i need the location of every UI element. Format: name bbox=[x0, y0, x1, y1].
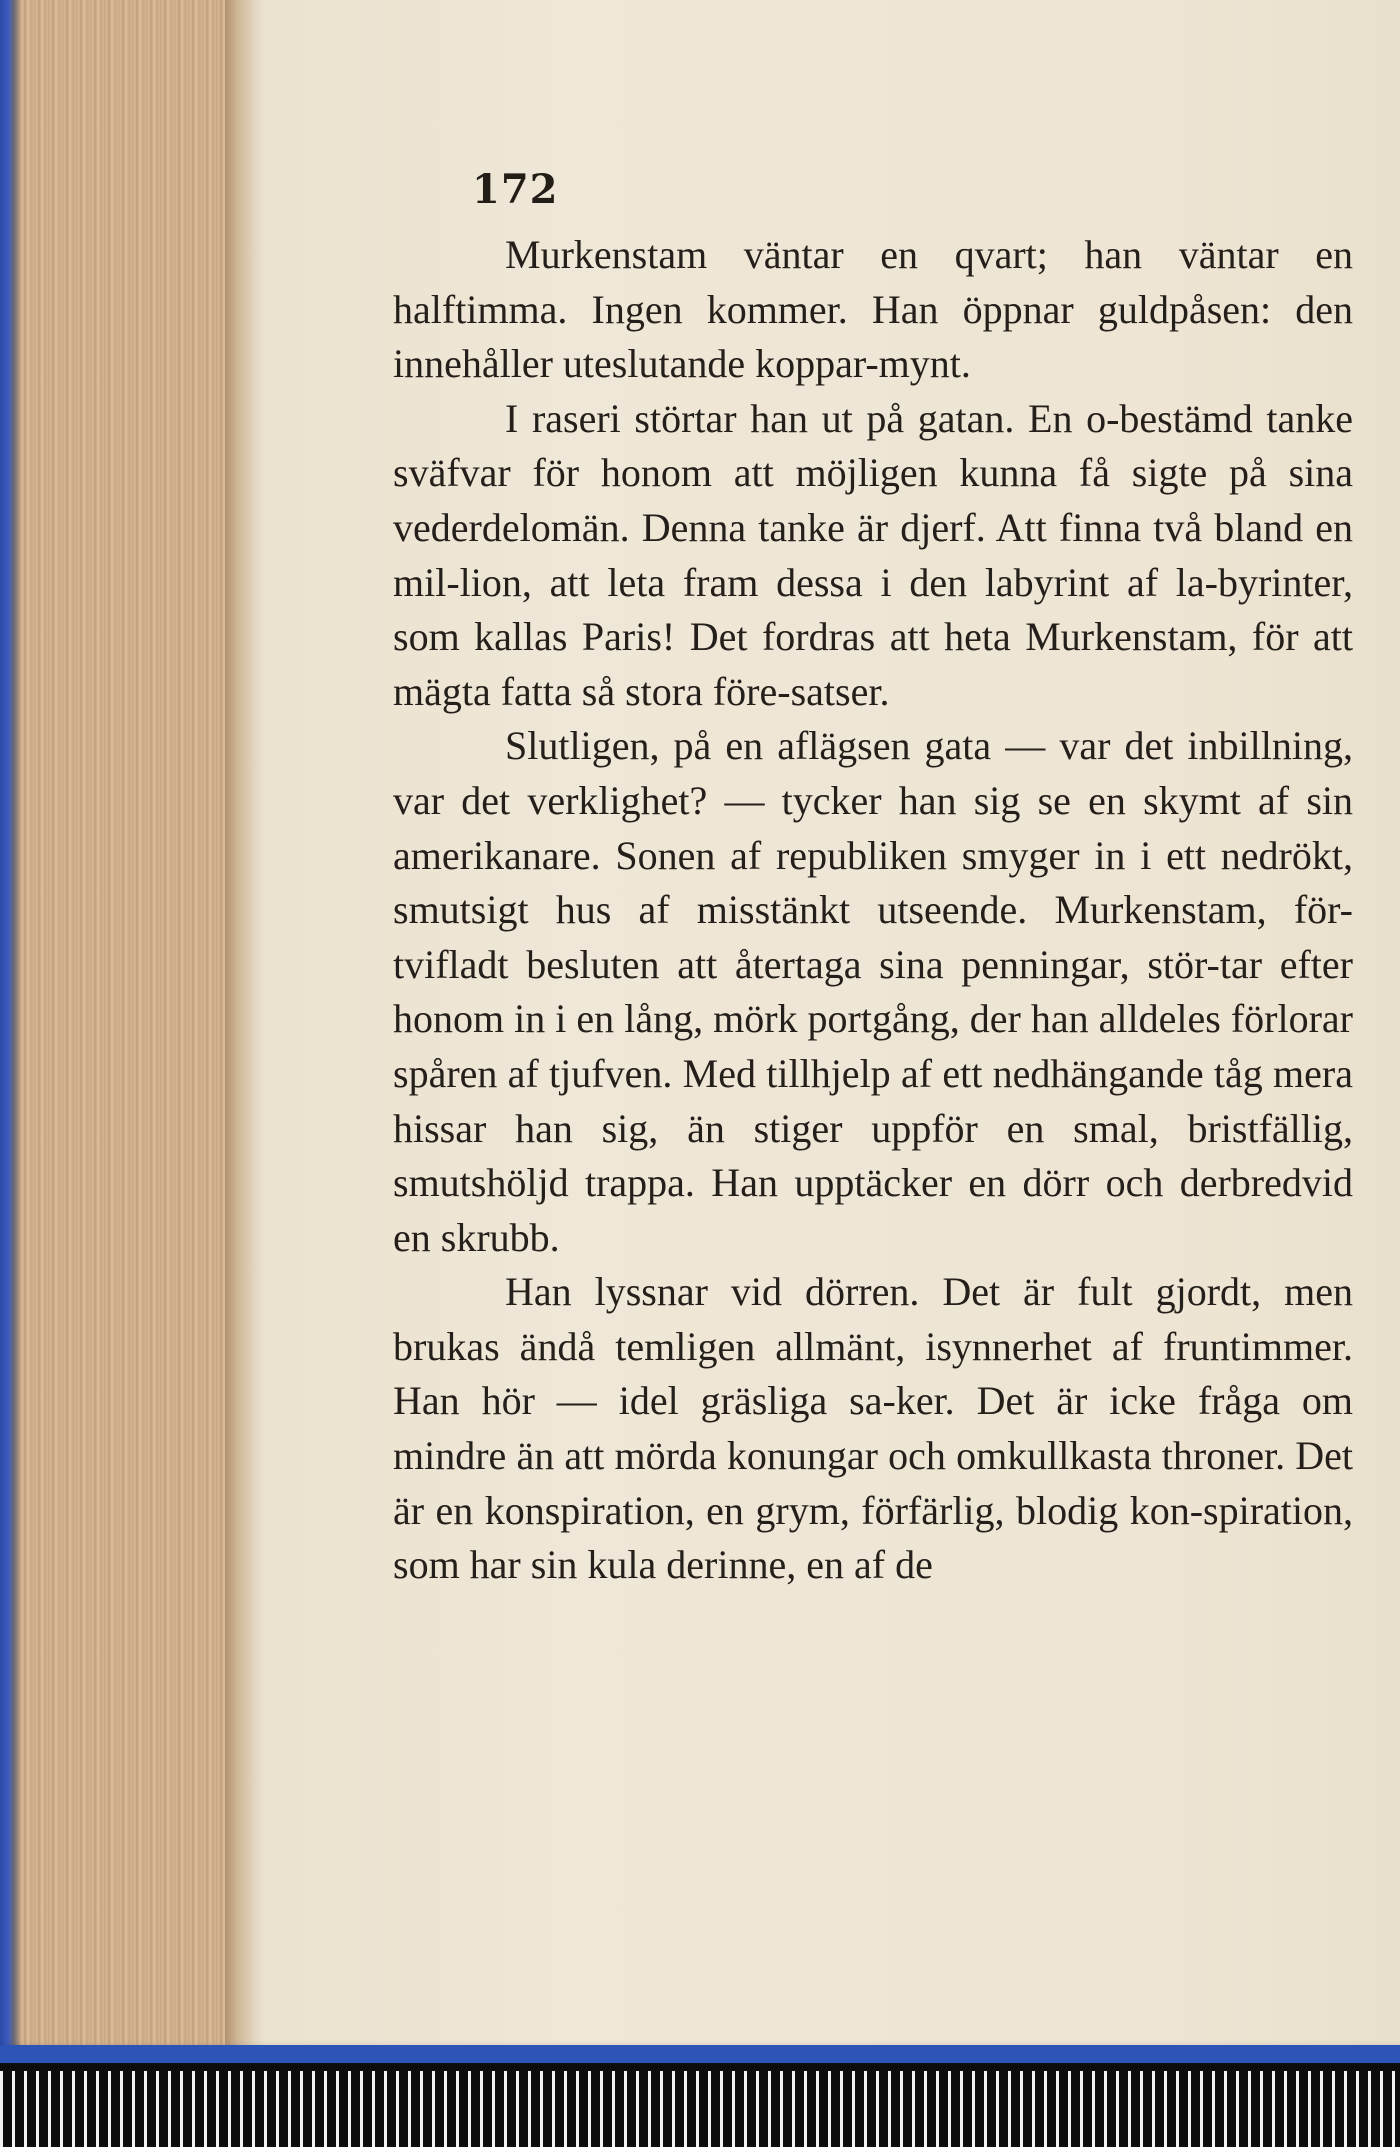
binding-gutter bbox=[225, 0, 265, 2060]
book-cover-edge bbox=[0, 0, 20, 2060]
ruler-ticks bbox=[0, 2071, 1400, 2147]
paragraph-3: Slutligen, på en aflägsen gata — var det inbillning, var det verklighet? — tycker han sig se en skymt af sin amerikanare. Sonen af republiken smyger in i ett nedrökt, smutsigt hus af misstänkt utseende. Murkenstam, för-tvifladt besluten att återtaga sina penningar, stör-tar efter honom in i en lång, mörk portgång, der han alldeles förlorar spåren af tjufven. Med tillhjelp af ett nedhängande tåg mera hissar han sig, än stiger uppför en smal, bristfällig, smutshöljd trappa. Han upptäcker en dörr och derbredvid en skrubb. bbox=[393, 723, 1353, 1260]
paragraph-1: Murkenstam väntar en qvart; han väntar en halftimma. Ingen kommer. Han öppnar guldpåsen: den innehåller uteslutande koppar-mynt. bbox=[393, 232, 1353, 387]
paragraph-4: Han lyssnar vid dörren. Det är fult gjordt, men brukas ändå temligen allmänt, isynnerhet af fruntimmer. Han hör — idel gräsliga sa-ker. Det är icke fråga om mindre än att mörda konungar och omkullkasta throner. Det är en konspiration, en grym, förfärlig, blodig kon-spiration, som har sin kula derinne, en af de bbox=[393, 1269, 1353, 1588]
scanner-blue-strip bbox=[0, 2045, 1400, 2063]
scanner-ruler bbox=[0, 2063, 1400, 2147]
body-text bbox=[393, 228, 1353, 1593]
page-stack-edge bbox=[20, 0, 225, 2060]
paragraph-2: I raseri störtar han ut på gatan. En o-bestämd tanke sväfvar för honom att möjligen kunna få sigte på sina vederdelomän. Denna tanke är djerf. Att finna två bland en mil-lion, att leta fram dessa i den labyrint af la-byrinter, som kallas Paris! Det fordras att heta Murkenstam, för att mägta fatta så stora före-satser. bbox=[393, 395, 1353, 714]
page-number: 172 bbox=[472, 166, 559, 213]
